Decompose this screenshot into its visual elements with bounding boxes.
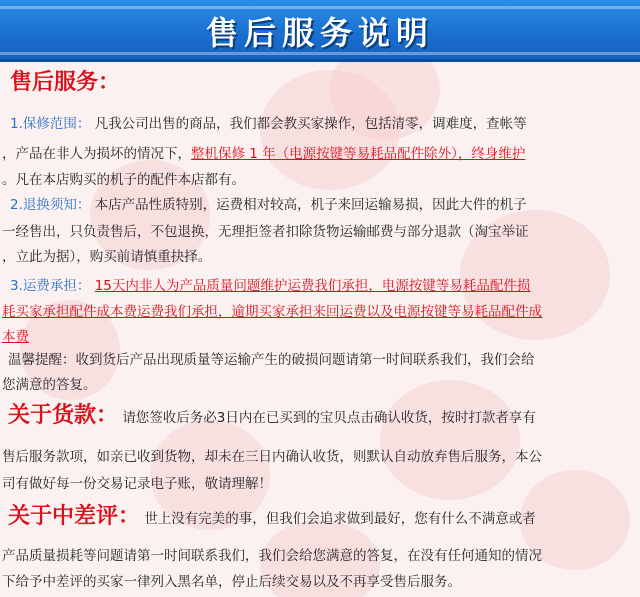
returns-line-2: 一经售出，只负责售后，不包退换，无理拒签者扣除货物运输邮费与部分退款（淘宝举证	[2, 224, 529, 240]
shipping-line-3: 本费	[2, 329, 29, 345]
warranty-line-2	[2, 144, 525, 164]
warranty-line-3: 。凡在本店购买的机子的配件本店都有。	[2, 172, 245, 188]
after-sales-heading: 售后服务：	[10, 70, 121, 95]
shipping-line-2: 耗买家承担配件成本费运费我们承担，逾期买家承担来回运费以及电源按键等易耗品配件成	[2, 304, 542, 320]
warranty-highlight: 整机保修 1 年（电源按键等易耗品配件除外），终身维护	[191, 146, 526, 162]
payment-line-3: 司有做好每一份交易记录电子账，敬请理解！	[2, 476, 272, 492]
payment-text-1: 请您签收后务必3日内在已买到的宝贝点击确认收货，按时打款者享有	[122, 410, 536, 426]
reviews-text-1: 世上没有完美的事，但我们会追求做到最好，您有什么不满意或者	[144, 511, 536, 527]
shipping-label: 3.运费承担：	[10, 278, 91, 294]
shipping-line-1	[10, 276, 530, 296]
payment-heading: 关于货款：	[8, 403, 119, 428]
payment-line-2: 售后服务款项，如亲已收到货物，却未在三日内确认收货，则默认自动放弃售后服务，本公	[2, 449, 542, 465]
payment-line-1	[8, 403, 536, 428]
reminder-line-2: 您满意的答复。	[2, 377, 97, 393]
warranty-line-1	[10, 114, 527, 134]
warranty-text-2: ，产品在非人为损坏的情况下，	[2, 146, 191, 162]
returns-text-1: 本店产品性质特别，运费相对较高，机子来回运输易损，因此大件的机子	[94, 197, 527, 213]
reviews-line-2: 产品质量损耗等问题请第一时间联系我们，我们会给您满意的答复，在没有任何通知的情况	[2, 548, 542, 564]
returns-line-1	[10, 195, 527, 215]
reviews-line-1	[8, 504, 536, 529]
reviews-heading: 关于中差评：	[8, 504, 141, 529]
reviews-line-3: 下给予中差评的买家一律列入黑名单，停止后续交易以及不再享受售后服务。	[2, 574, 461, 590]
reminder-line-1: 温馨提醒：收到货后产品出现质量等运输产生的破损问题请第一时间联系我们，我们会给	[8, 352, 535, 368]
title-banner	[0, 0, 640, 62]
returns-line-3: ，立此为据），购买前请慎重抉择。	[2, 249, 212, 265]
shipping-text-1: 15天内非人为产品质量问题维护运费我们承担，电源按键等易耗品配件损	[94, 278, 531, 294]
warranty-label: 1.保修范围：	[10, 116, 91, 132]
returns-label: 2.退换须知：	[10, 197, 91, 213]
warranty-text-1: 凡我公司出售的商品，我们都会教买家操作，包括清零，调难度，查帐等	[94, 116, 527, 132]
page-title: 售后服务说明	[205, 14, 434, 52]
